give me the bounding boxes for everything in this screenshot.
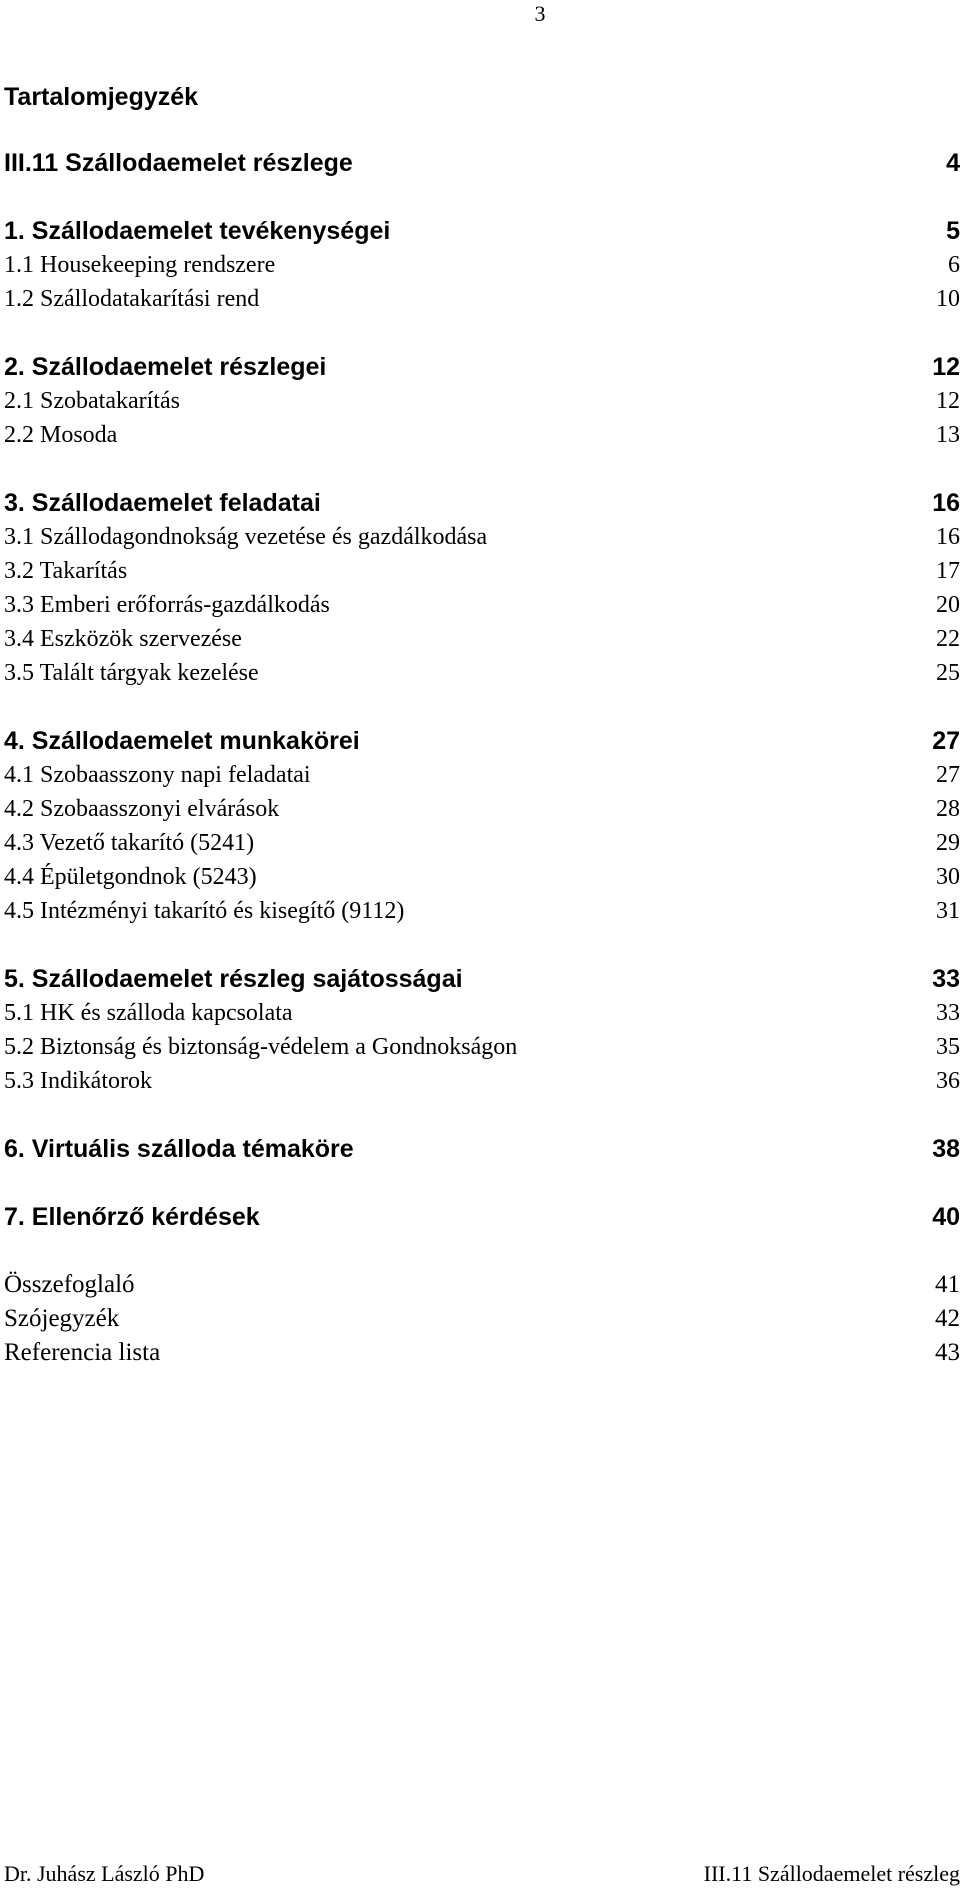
toc-group xyxy=(4,962,960,1098)
toc-group xyxy=(4,724,960,928)
toc-entry-label: Szójegyzék xyxy=(4,1305,120,1332)
table-of-contents xyxy=(4,80,960,1370)
toc-entry[interactable] xyxy=(4,282,960,316)
toc-entry-page: 17 xyxy=(936,558,960,584)
toc-entry[interactable] xyxy=(4,1268,960,1302)
toc-entry-label: 4.3 Vezető takarító (5241) xyxy=(4,830,255,856)
toc-entry-label: 6. Virtuális szálloda témaköre xyxy=(4,1135,354,1163)
toc-body xyxy=(4,146,960,1370)
toc-entry-label: 4.2 Szobaasszonyi elvárások xyxy=(4,796,280,822)
toc-entry[interactable] xyxy=(4,1200,960,1234)
toc-entry-page: 35 xyxy=(936,1034,960,1060)
toc-entry-page: 16 xyxy=(932,489,960,517)
toc-entry-page: 12 xyxy=(936,388,960,414)
toc-entry-page: 38 xyxy=(932,1135,960,1163)
toc-entry[interactable] xyxy=(4,724,960,758)
toc-entry[interactable] xyxy=(4,656,960,690)
toc-group xyxy=(4,486,960,690)
toc-entry-label: 2.1 Szobatakarítás xyxy=(4,388,180,414)
toc-entry[interactable] xyxy=(4,792,960,826)
toc-entry[interactable] xyxy=(4,384,960,418)
toc-entry[interactable] xyxy=(4,826,960,860)
toc-entry-page: 6 xyxy=(948,252,960,278)
toc-entry-label: Referencia lista xyxy=(4,1339,161,1366)
toc-entry-page: 10 xyxy=(936,286,960,312)
toc-entry-page: 30 xyxy=(936,864,960,890)
toc-entry-page: 29 xyxy=(936,830,960,856)
toc-entry[interactable] xyxy=(4,146,960,180)
footer-author: Dr. Juhász László PhD xyxy=(4,1861,205,1886)
toc-entry-page: 43 xyxy=(935,1339,960,1366)
toc-entry-page: 12 xyxy=(932,353,960,381)
page-footer xyxy=(4,1860,960,1888)
footer-section: III.11 Szállodaemelet részleg xyxy=(703,1861,960,1886)
toc-entry-page: 41 xyxy=(935,1271,960,1298)
toc-entry-page: 40 xyxy=(932,1203,960,1231)
toc-entry[interactable] xyxy=(4,1132,960,1166)
toc-entry-label: 4.5 Intézményi takarító és kisegítő (9112) xyxy=(4,898,405,924)
toc-entry[interactable] xyxy=(4,1302,960,1336)
toc-entry-label: 4.1 Szobaasszony napi feladatai xyxy=(4,762,311,788)
toc-entry[interactable] xyxy=(4,996,960,1030)
toc-entry-page: 4 xyxy=(946,149,960,177)
toc-entry-page: 31 xyxy=(936,898,960,924)
toc-group xyxy=(4,1132,960,1166)
toc-entry[interactable] xyxy=(4,486,960,520)
toc-entry[interactable] xyxy=(4,350,960,384)
toc-entry[interactable] xyxy=(4,418,960,452)
toc-entry-label: 3. Szállodaemelet feladatai xyxy=(4,489,321,517)
toc-entry[interactable] xyxy=(4,758,960,792)
toc-entry-label: 3.1 Szállodagondnokság vezetése és gazdálkodása xyxy=(4,524,488,550)
toc-entry[interactable] xyxy=(4,554,960,588)
toc-entry-label: 5. Szállodaemelet részleg sajátosságai xyxy=(4,965,463,993)
toc-entry-page: 22 xyxy=(936,626,960,652)
toc-entry-label: 5.3 Indikátorok xyxy=(4,1068,152,1094)
toc-entry-page: 20 xyxy=(936,592,960,618)
toc-entry-label: 3.4 Eszközök szervezése xyxy=(4,626,242,652)
toc-entry-label: 3.5 Talált tárgyak kezelése xyxy=(4,660,259,686)
toc-entry[interactable] xyxy=(4,860,960,894)
toc-entry-label: 2. Szállodaemelet részlegei xyxy=(4,353,327,381)
toc-group xyxy=(4,350,960,452)
toc-entry-page: 33 xyxy=(936,1000,960,1026)
toc-entry[interactable] xyxy=(4,894,960,928)
page-number: 3 xyxy=(534,1,546,26)
toc-entry-page: 33 xyxy=(932,965,960,993)
toc-entry-label: 1.2 Szállodatakarítási rend xyxy=(4,286,260,312)
toc-entry-label: 3.3 Emberi erőforrás-gazdálkodás xyxy=(4,592,330,618)
toc-entry-label: 2.2 Mosoda xyxy=(4,422,118,448)
toc-entry-page: 16 xyxy=(936,524,960,550)
toc-entry[interactable] xyxy=(4,1030,960,1064)
toc-title: Tartalomjegyzék xyxy=(4,83,199,111)
toc-entry-label: 5.1 HK és szálloda kapcsolata xyxy=(4,1000,293,1026)
toc-group xyxy=(4,214,960,316)
toc-entry[interactable] xyxy=(4,248,960,282)
toc-entry-page: 25 xyxy=(936,660,960,686)
toc-entry-page: 13 xyxy=(936,422,960,448)
toc-entry[interactable] xyxy=(4,520,960,554)
toc-entry-page: 42 xyxy=(935,1305,960,1332)
toc-entry-label: 4. Szállodaemelet munkakörei xyxy=(4,727,360,755)
toc-entry-label: III.11 Szállodaemelet részlege xyxy=(4,149,353,177)
toc-entry[interactable] xyxy=(4,962,960,996)
toc-entry[interactable] xyxy=(4,588,960,622)
toc-group xyxy=(4,146,960,180)
toc-entry-label: Összefoglaló xyxy=(4,1271,135,1298)
toc-entry-label: 4.4 Épületgondnok (5243) xyxy=(4,864,257,890)
toc-entry-label: 7. Ellenőrző kérdések xyxy=(4,1203,260,1231)
toc-entry-page: 5 xyxy=(946,217,960,245)
toc-entry[interactable] xyxy=(4,622,960,656)
toc-entry[interactable] xyxy=(4,1064,960,1098)
toc-entry[interactable] xyxy=(4,214,960,248)
toc-entry-page: 36 xyxy=(936,1068,960,1094)
toc-entry-label: 5.2 Biztonság és biztonság-védelem a Gondnokságon xyxy=(4,1034,518,1060)
toc-group xyxy=(4,1200,960,1234)
toc-entry-page: 27 xyxy=(932,727,960,755)
toc-entry-label: 1. Szállodaemelet tevékenységei xyxy=(4,217,391,245)
toc-group xyxy=(4,1268,960,1370)
toc-entry-page: 27 xyxy=(936,762,960,788)
toc-entry[interactable] xyxy=(4,1336,960,1370)
toc-entry-page: 28 xyxy=(936,796,960,822)
toc-entry-label: 1.1 Housekeeping rendszere xyxy=(4,252,276,278)
toc-entry-label: 3.2 Takarítás xyxy=(4,558,128,584)
